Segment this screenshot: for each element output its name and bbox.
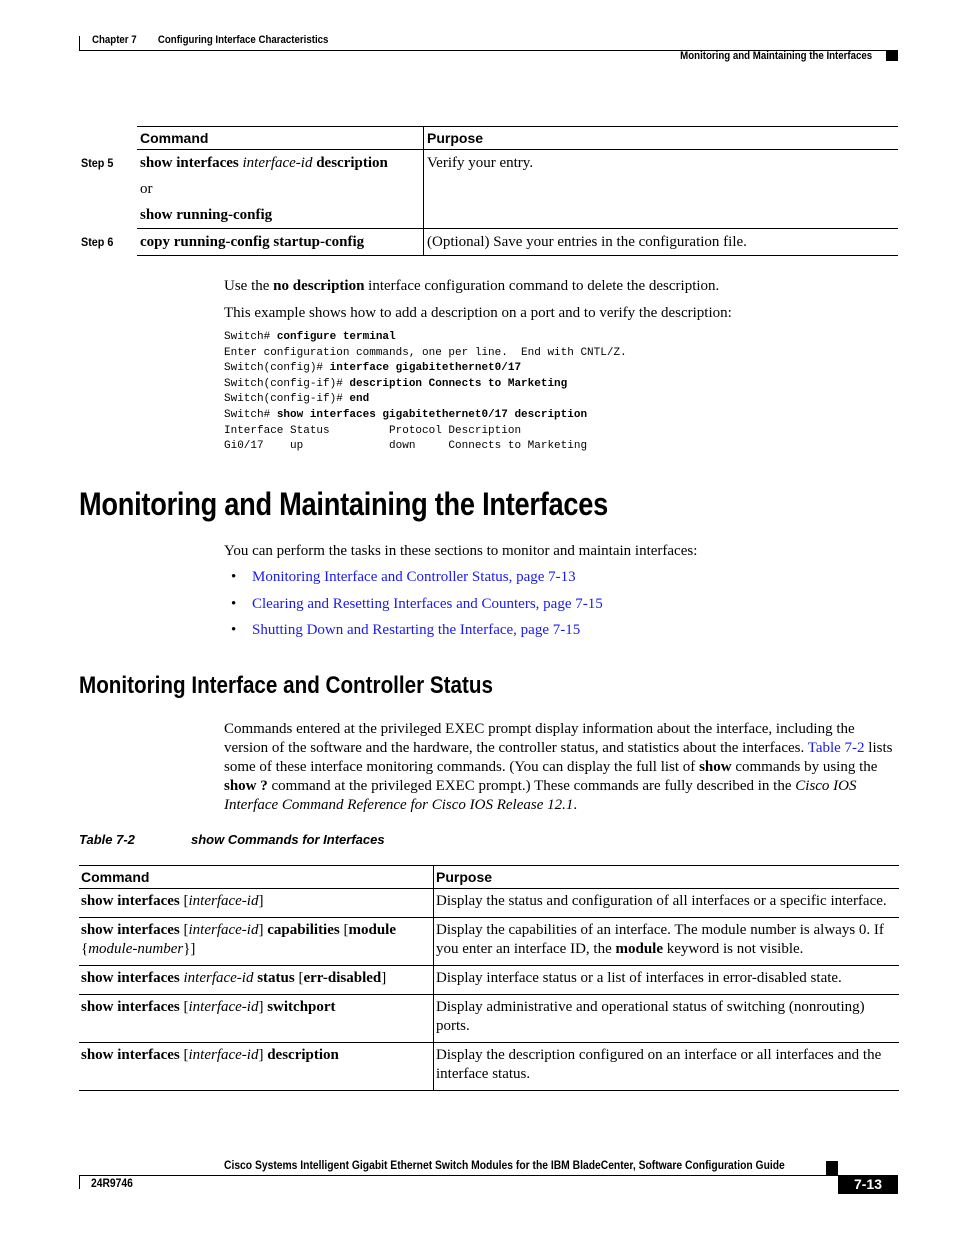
step5-purpose: Verify your entry. xyxy=(424,150,899,229)
header-section: Monitoring and Maintaining the Interfaces xyxy=(679,50,872,62)
table-caption xyxy=(79,832,385,847)
code-example: Switch# configure terminal Enter configuration commands, one per line. End with CNTL/Z. Switch(config)# interface gigabitethernet0/17 Switch(config-if)# description Connects to Marketing Switch(config-if)# end Switch# show interfaces gigabitethernet0/17 description Interface Status Protocol Description Gi0/17 up down Connects to Marketing xyxy=(224,331,627,453)
section1-intro: You can perform the tasks in these sections to monitor and maintain interfaces: xyxy=(224,543,698,559)
table-cell-command: show interfaces [interface-id] description xyxy=(79,1043,434,1091)
table-caption-title: show Commands for Interfaces xyxy=(191,832,385,847)
footer-rule xyxy=(79,1175,898,1176)
link-table-7-2[interactable]: Table 7-2 xyxy=(807,740,865,756)
footer-bar xyxy=(79,1175,80,1189)
table-col-command: Command xyxy=(79,866,434,889)
step-table xyxy=(137,126,898,256)
step5-label: Step 5 xyxy=(81,156,114,170)
table-cell-purpose: Display administrative and operational status of switching (nonrouting) ports. xyxy=(434,995,900,1043)
show-commands-table xyxy=(79,865,899,1091)
link-shutting-down[interactable]: Shutting Down and Restarting the Interface, page 7-15 xyxy=(252,622,581,638)
table-caption-number: Table 7-2 xyxy=(79,832,135,847)
table-cell-command: show interfaces [interface-id] capabilities [module {module-number}] xyxy=(79,918,434,966)
table-row xyxy=(79,966,899,995)
step6-label: Step 6 xyxy=(81,235,114,249)
table-col-purpose: Purpose xyxy=(434,866,900,889)
chapter-title: Configuring Interface Characteristics xyxy=(157,34,329,46)
no-description-paragraph: Use the no description interface configuration command to delete the description. xyxy=(224,278,720,294)
table-row xyxy=(79,1043,899,1091)
table-cell-purpose: Display the status and configuration of all interfaces or a specific interface. xyxy=(434,889,900,918)
step6-purpose: (Optional) Save your entries in the configuration file. xyxy=(427,234,747,250)
table-cell-purpose: Display the capabilities of an interface. The module number is always 0. If you enter an interface ID, the module keyword is not visible. xyxy=(434,918,900,966)
list-item xyxy=(231,595,603,622)
header-block xyxy=(886,51,898,61)
table-cell-purpose: Display the description configured on an interface or all interfaces and the interface status. xyxy=(434,1043,900,1091)
section-heading-monitoring-maintaining: Monitoring and Maintaining the Interfaces xyxy=(79,486,609,522)
bullet-icon: • xyxy=(231,595,237,612)
footer-doc-number: 24R9746 xyxy=(91,1176,133,1190)
step5-row xyxy=(137,150,898,229)
step6-cmd: copy running-config startup-config xyxy=(140,234,365,250)
link-clearing-resetting[interactable]: Clearing and Resetting Interfaces and Counters, page 7-15 xyxy=(252,595,603,612)
section-link-list xyxy=(231,568,603,648)
step5-alt-cmd: show running-config xyxy=(140,207,273,223)
table-row xyxy=(79,889,899,918)
bullet-icon: • xyxy=(231,622,237,638)
bullet-icon: • xyxy=(231,569,237,585)
step5-cmd: show interfaces interface-id description xyxy=(140,155,388,171)
table-row xyxy=(79,995,899,1043)
section2-paragraph: Commands entered at the privileged EXEC prompt display information about the interface, including the version of the software and the hardware, the controller status, and statistics about the interfaces. Table 7-2 lists some of these interface monitoring commands. (You can display the full list of show commands by using the show ? command at the privileged EXEC prompt.) These commands are fully described in the Cisco IOS Interface Command Reference for Cisco IOS Release 12.1. xyxy=(224,721,893,813)
list-item xyxy=(231,621,603,648)
table-cell-command: show interfaces [interface-id] switchport xyxy=(79,995,434,1043)
chapter-label: Chapter 7 xyxy=(92,34,137,46)
step5-or: or xyxy=(140,181,153,197)
table-cell-command: show interfaces interface-id status [err-disabled] xyxy=(79,966,434,995)
footer-title: Cisco Systems Intelligent Gigabit Ethernet Switch Modules for the IBM BladeCenter, Software Configuration Guide xyxy=(224,1158,785,1172)
list-item xyxy=(231,568,603,595)
page-number: 7-13 xyxy=(838,1175,898,1194)
header-chapter xyxy=(92,34,328,46)
link-monitoring-status[interactable]: Monitoring Interface and Controller Status, page 7-13 xyxy=(252,569,576,585)
table-cell-command: show interfaces [interface-id] xyxy=(79,889,434,918)
step-col-purpose: Purpose xyxy=(424,127,899,150)
table-cell-purpose: Display interface status or a list of interfaces in error-disabled state. xyxy=(434,966,900,995)
step-col-command: Command xyxy=(137,127,424,150)
header-bar xyxy=(79,36,80,51)
table-row xyxy=(79,918,899,966)
section-heading-monitoring-status: Monitoring Interface and Controller Status xyxy=(79,672,493,699)
example-intro: This example shows how to add a description on a port and to verify the description: xyxy=(224,305,732,321)
footer-block xyxy=(826,1161,838,1175)
step6-row xyxy=(137,229,898,256)
